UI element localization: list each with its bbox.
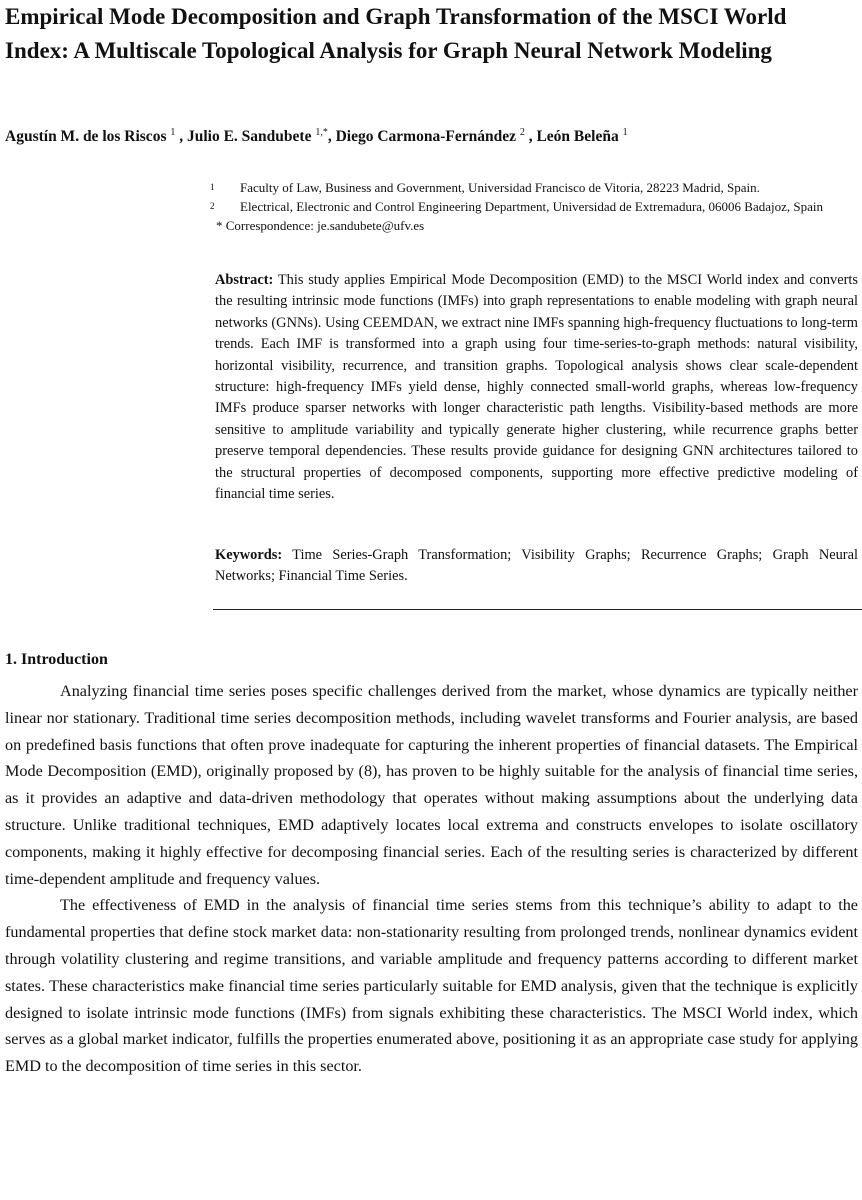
paper-title: Empirical Mode Decomposition and Graph Transformation of the MSCI World Index: A Multiscale Topological Analysis for Graph Neural Network Modeling (5, 4, 787, 63)
affiliations (210, 178, 860, 235)
abstract-text: This study applies Empirical Mode Decomposition (EMD) to the MSCI World index and converts the resulting intrinsic mode functions (IMFs) into graph representations to enable modeling with graph neural networks (GNNs). Using CEEMDAN, we extract nine IMFs spanning high-frequency fluctuations to long-term trends. Each IMF is transformed into a graph using four time-series-to-graph methods: natural visibility, horizontal visibility, recurrence, and transition graphs. Topological analysis shows clear scale-dependent structure: high-frequency IMFs yield dense, highly connected small-world graphs, whereas low-frequency IMFs produce sparser networks with longer characteristic path lengths. Visibility-based methods are more sensitive to amplitude variability and typically generate higher clustering, while recurrence graphs better preserve temporal dependencies. These results provide guidance for designing GNN architectures tailored to the structural properties of decomposed components, supporting more effective predictive modeling of financial time series. (215, 272, 858, 503)
affiliation-number: 1 (210, 182, 215, 192)
affiliation-text: Faculty of Law, Business and Government, Universidad Francisco de Vitoria, 28223 Madrid, Spain. (240, 180, 760, 195)
author-name: Julio E. Sandubete (186, 128, 312, 146)
author-name: León Beleña (536, 128, 619, 146)
divider (213, 609, 862, 610)
author-affil-mark: 2 (519, 127, 525, 138)
affiliation (210, 197, 860, 216)
author-list: Agustín M. de los Riscos $^1$ , Julio E. Sandubete $^{1,*}$, Diego Carmona-Fernández $^2$ , León Beleña $^1$ (5, 127, 628, 146)
abstract-label: Abstract: (215, 272, 274, 288)
correspondence: * Correspondence: je.sandubete@ufv.es (216, 218, 425, 233)
paragraph: The effectiveness of EMD in the analysis of financial time series stems from this technique’s ability to adapt to the fundamental properties that define stock market data: non-stationarity resulting from prolonged trends, nonlinear dynamics evident through volatility clustering and regime transitions, and variable amplitude and frequency patterns according to different market states. These characteristics make financial time series particularly suitable for EMD analysis, given that the technique is explicitly designed to isolate intrinsic mode functions (IMFs) from signals exhibiting these characteristics. The MSCI World index, which serves as a global market indicator, fulfills the properties enumerated above, positioning it as an appropriate case study for applying EMD to the decomposition of time series in this sector. (5, 896, 858, 1076)
affiliation-number: 2 (210, 201, 215, 211)
keywords-label: Keywords: (215, 547, 283, 563)
paragraph: Analyzing financial time series poses specific challenges derived from the market, whose dynamics are typically neither linear nor stationary. Traditional time series decomposition methods, including wavelet transforms and Fourier analysis, are based on predefined basis functions that often prove inadequate for capturing the inherent properties of financial datasets. The Empirical Mode Decomposition (EMD), originally proposed by (8), has proven to be highly suitable for the analysis of financial time series, as it provides an adaptive and data-driven methodology that operates without making assumptions about the underlying data structure. Unlike traditional techniques, EMD adaptively locates local extrema and constructs envelopes to isolate oscillatory components, making it highly effective for decomposing financial series. Each of the resulting series is characterized by different time-dependent amplitude and frequency values. (5, 682, 858, 888)
author-affil-mark: 1 (622, 127, 628, 138)
author-affil-mark: 1,* (315, 127, 328, 138)
author-name: Diego Carmona-Fernández (335, 128, 516, 146)
author-name: Agustín M. de los Riscos (5, 128, 167, 146)
keywords (215, 545, 858, 588)
affiliation-text: Electrical, Electronic and Control Engineering Department, Universidad de Extremadura, 06006 Badajoz, Spain (240, 199, 824, 214)
affiliation (210, 178, 860, 197)
section-heading: 1. Introduction (5, 651, 108, 668)
keywords-text: Time Series-Graph Transformation; Visibility Graphs; Recurrence Graphs; Graph Neural Networks; Financial Time Series. (215, 547, 858, 585)
author-affil-mark: 1 (170, 127, 176, 138)
section-body (5, 678, 858, 1080)
abstract (215, 270, 858, 505)
